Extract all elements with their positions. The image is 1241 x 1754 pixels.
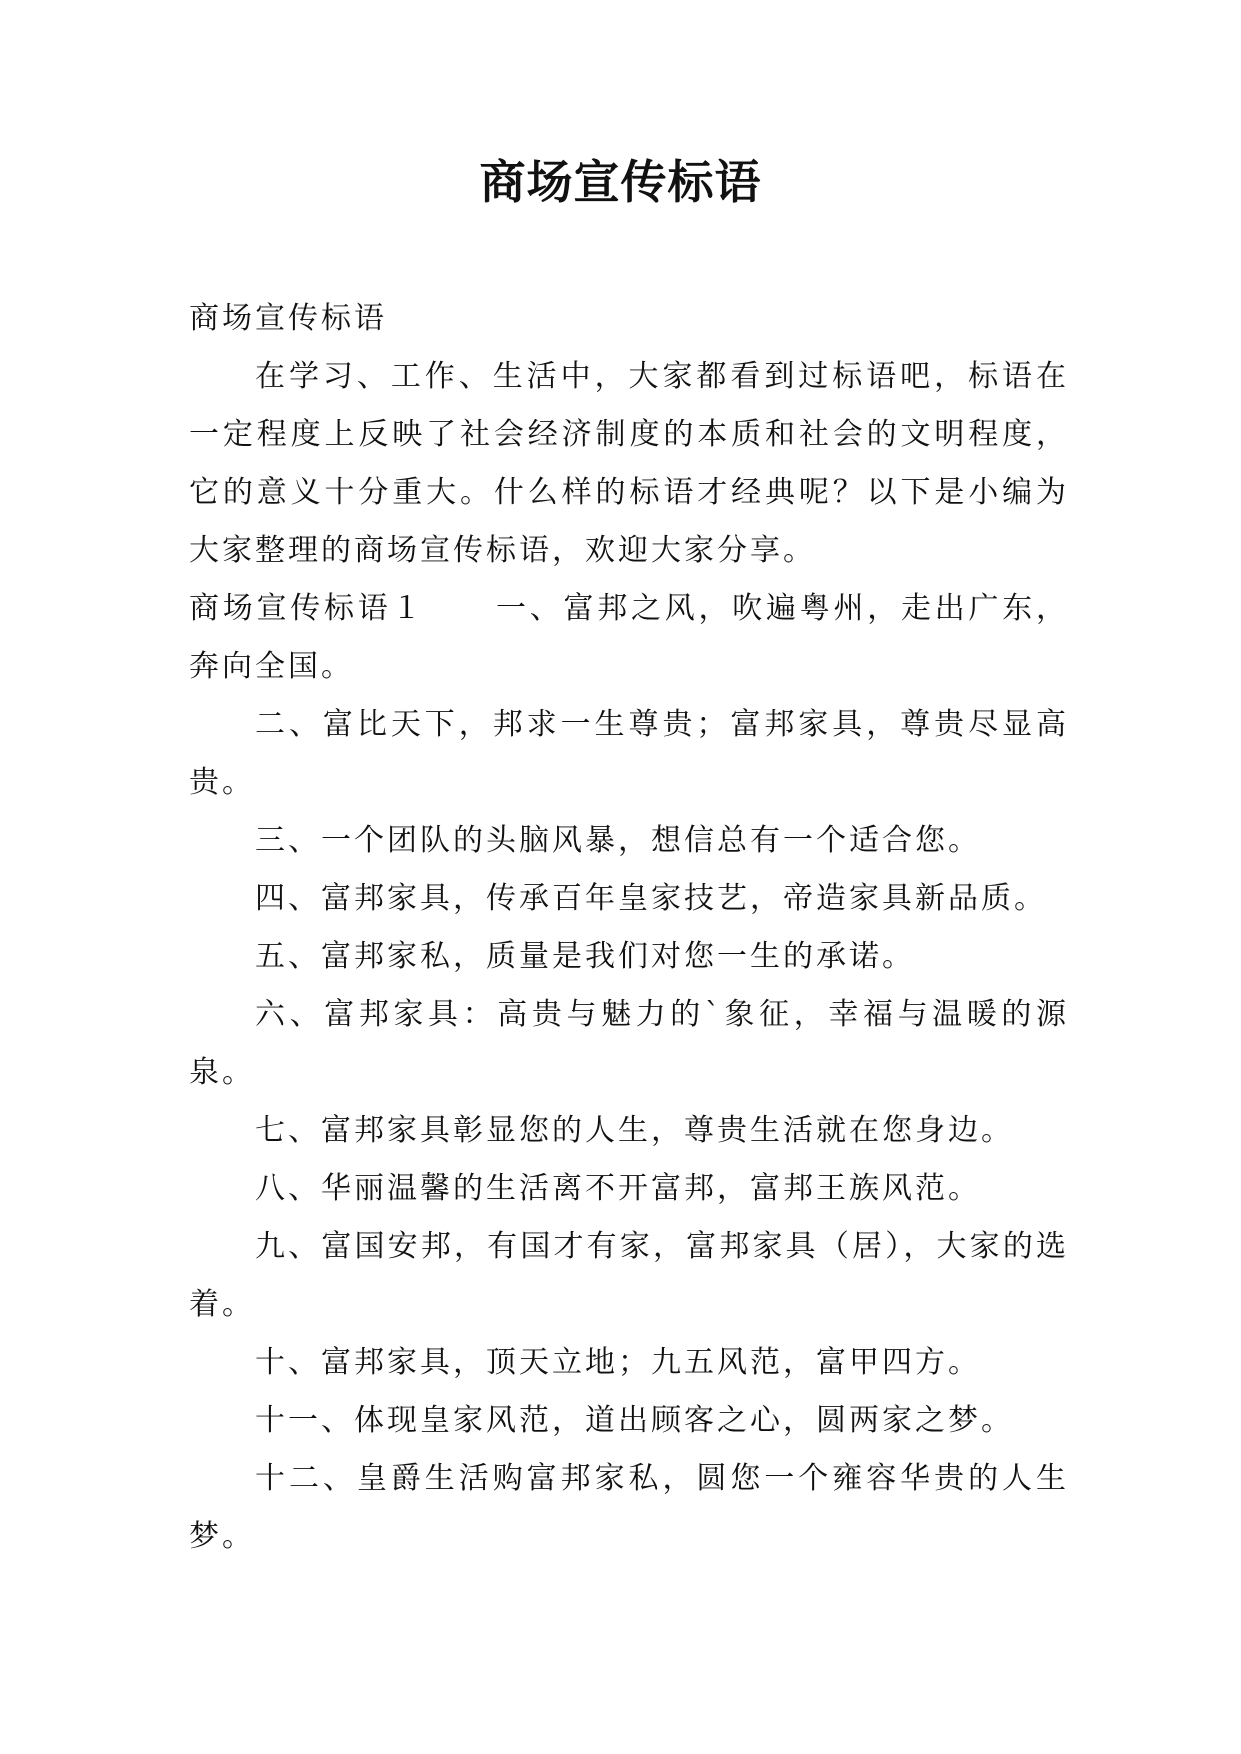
slogan-7: 七、富邦家具彰显您的人生，尊贵生活就在您身边。 [255, 1113, 1014, 1148]
section-heading: 商场宣传标语１ [189, 591, 426, 626]
section-first-line [189, 580, 1069, 696]
slogan-9: 九、富国安邦，有国才有家，富邦家具（居），大家的选着。 [189, 1229, 1069, 1322]
page-title: 商场宣传标语 [479, 155, 762, 209]
slogan-2: 二、富比天下，邦求一生尊贵；富邦家具，尊贵尽显高贵。 [189, 707, 1069, 800]
subtitle: 商场宣传标语 [189, 301, 387, 336]
slogan-3: 三、一个团队的头脑风暴，想信总有一个适合您。 [255, 823, 981, 858]
slogan-6: 六、富邦家具：高贵与魅力的`象征，幸福与温暖的源泉。 [189, 997, 1069, 1090]
slogan-12: 十二、皇爵生活购富邦家私，圆您一个雍容华贵的人生梦。 [189, 1461, 1069, 1554]
slogan-11: 十一、体现皇家风范，道出顾客之心，圆两家之梦。 [255, 1403, 1014, 1438]
slogan-8: 八、华丽温馨的生活离不开富邦，富邦王族风范。 [255, 1171, 981, 1206]
document-body [189, 290, 1069, 1566]
slogan-5: 五、富邦家私，质量是我们对您一生的承诺。 [255, 939, 915, 974]
slogan-4: 四、富邦家具，传承百年皇家技艺，帝造家具新品质。 [255, 881, 1047, 916]
slogan-1: 一、富邦之风，吹遍粤州，走出广东，奔向全国。 [189, 591, 1069, 684]
intro-paragraph: 在学习、工作、生活中，大家都看到过标语吧，标语在一定程度上反映了社会经济制度的本质和社会的文明程度，它的意义十分重大。什么样的标语才经典呢？以下是小编为大家整理的商场宣传标语，欢迎大家分享。 [189, 359, 1069, 568]
slogan-10: 十、富邦家具，顶天立地；九五风范，富甲四方。 [255, 1345, 981, 1380]
